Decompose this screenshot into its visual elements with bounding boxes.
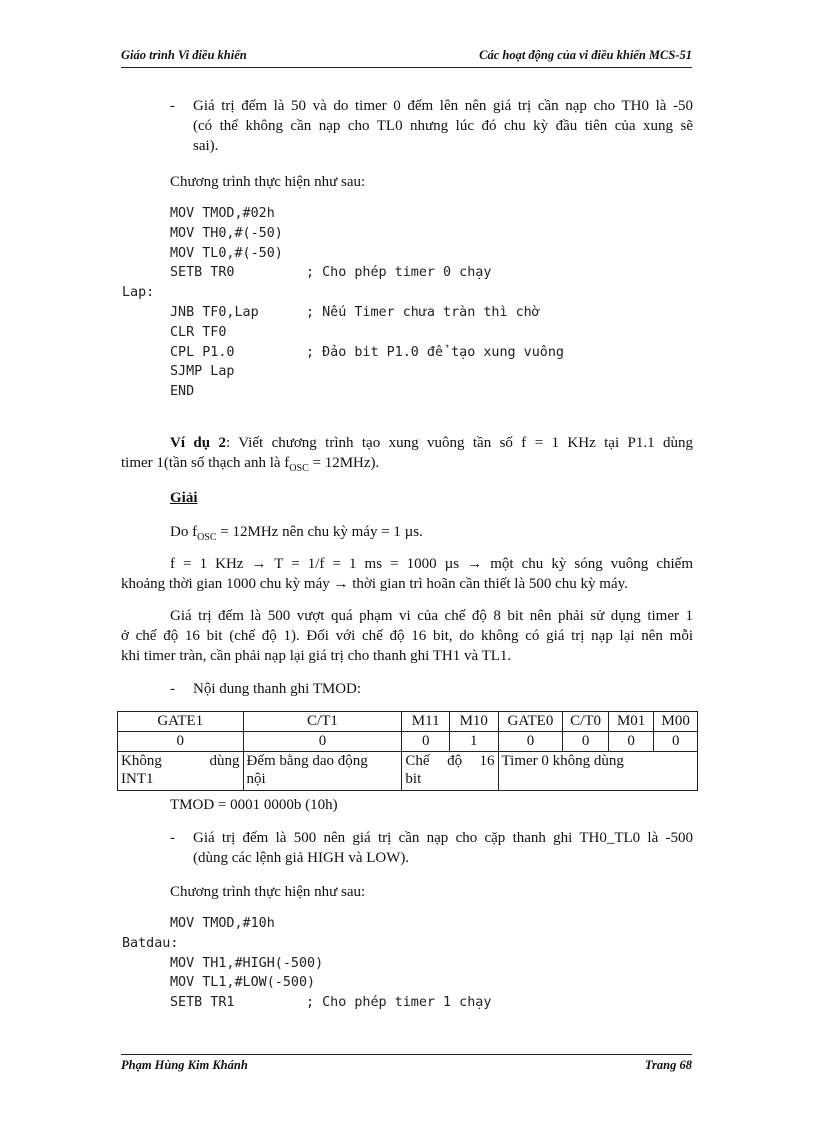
table-cell: 1 (449, 732, 498, 752)
code-label: Lap: (122, 285, 155, 301)
code-instruction: JNB TF0,Lap (170, 304, 259, 320)
bullet-dash: - (170, 681, 175, 697)
bullet3-line1: Giá trị đếm là 500 nên giá trị cần nạp cho cặp thanh ghi TH0_TL0 là -500 (193, 830, 693, 846)
code-comment: ; Đảo bit P1.0 để tạo xung vuông (306, 344, 564, 360)
ct1-desc: Đếm bằng dao động nội (243, 752, 402, 791)
code-instruction: SETB TR1 (170, 995, 235, 1011)
table-header: M11 (402, 712, 450, 732)
code-instruction: CLR TF0 (170, 324, 227, 340)
code-instruction: MOV TH0,#(-50) (170, 225, 283, 241)
osc-paragraph (170, 522, 423, 548)
count-line2: ở chế độ 16 bit (chế độ 1). Đối với chế độ 16 bit, do không có giá trị nạp lại nên mỗi (121, 628, 693, 644)
tmod-value: TMOD = 0001 0000b (10h) (170, 797, 338, 813)
code-instruction: CPL P1.0 (170, 344, 235, 360)
code-comment: ; Cho phép timer 1 chạy (306, 995, 492, 1011)
table-cell: 0 (498, 732, 563, 752)
table-cell: 0 (608, 732, 654, 752)
solution-title: Giải (170, 490, 198, 506)
bullet1-line1: Giá trị đếm là 50 và do timer 0 đếm lên nên giá trị cần nạp cho TH0 là -50 (193, 98, 693, 114)
table-header: C/T1 (243, 712, 402, 732)
bullet3-text (193, 828, 693, 868)
table-cell: 0 (563, 732, 609, 752)
count-line3: khi timer tràn, cần phải nạp lại giá trị cho thanh ghi TH1 và TL1. (121, 648, 512, 664)
frequency-line2: khoảng thời gian 1000 chu kỳ máy → thời gian trì hoãn cần thiết là 500 chu kỳ máy. (121, 576, 628, 592)
osc-sub: OSC (197, 532, 217, 543)
code-comment: ; Cho phép timer 0 chạy (306, 265, 492, 281)
header-right: Các hoạt động của vi điều khiển MCS-51 (479, 48, 692, 62)
code-instruction: SETB TR0 (170, 265, 235, 281)
tmod-header-row (118, 712, 698, 732)
tmod-desc-row (118, 752, 698, 791)
osc-text-b: = 12MHz nên chu kỳ máy = 1 µs. (216, 524, 423, 540)
bullet3-line2: (dùng các lệnh giả HIGH và LOW). (193, 850, 410, 866)
bullet1-text (193, 96, 693, 156)
code-instruction: MOV TMOD,#02h (170, 206, 275, 221)
example2-osc-sub: OSC (289, 463, 309, 474)
example2-title: Ví dụ 2 (170, 435, 226, 451)
bullet-dash: - (170, 830, 175, 846)
timer0-desc: Timer 0 không dùng (498, 752, 697, 791)
footer-author: Phạm Hùng Kim Khánh (121, 1058, 248, 1072)
bullet1-line2: (có thể không cần nạp cho TL0 nhưng lúc đó chu kỳ đầu tiên của xung sẽ (193, 118, 693, 134)
footer-divider (121, 1054, 692, 1055)
table-header: GATE0 (498, 712, 563, 732)
code-instruction: END (170, 384, 195, 400)
program-intro-1: Chương trình thực hiện như sau: (170, 174, 366, 190)
tmod-value-row (118, 732, 698, 752)
code-comment: ; Nếu Timer chưa tràn thì chờ (306, 304, 540, 320)
table-header: M01 (608, 712, 654, 732)
example2-text-b: timer 1(tần số thạch anh là f (121, 455, 290, 471)
table-cell: 0 (243, 732, 402, 752)
footer-page-number: Trang 68 (644, 1058, 692, 1072)
code-instruction: MOV TL1,#LOW(-500) (170, 975, 316, 991)
bullet1-line3: sai). (193, 138, 219, 154)
header-left: Giáo trình Vi điều khiển (121, 48, 247, 62)
table-header: GATE1 (118, 712, 244, 732)
page-header (121, 44, 692, 66)
tmod-bullet-text: Nội dung thanh ghi TMOD: (193, 681, 362, 697)
mode-desc: Chế độ 16 bit (402, 752, 498, 791)
example2-text-a: : Viết chương trình tạo xung vuông tần số f = 1 KHz tại P1.1 dùng (225, 435, 693, 451)
code-instruction: MOV TMOD,#10h (170, 916, 275, 931)
bullet-dash: - (170, 98, 175, 114)
count-paragraph (121, 606, 693, 666)
code-instruction: SJMP Lap (170, 364, 235, 380)
table-cell: 0 (654, 732, 698, 752)
code-instruction: MOV TH1,#HIGH(-500) (170, 955, 324, 971)
program-intro-2: Chương trình thực hiện như sau: (170, 884, 366, 900)
table-cell: 0 (402, 732, 450, 752)
header-divider (121, 67, 692, 68)
gate1-desc: Không dùng INT1 (118, 752, 244, 791)
table-header: C/T0 (563, 712, 609, 732)
code-label: Batdau: (122, 935, 179, 951)
frequency-line1: f = 1 KHz → T = 1/f = 1 ms = 1000 µs → một chu kỳ sóng vuông chiếm (170, 556, 693, 572)
example2-paragraph (121, 433, 693, 479)
code-instruction: MOV TL0,#(-50) (170, 245, 283, 261)
count-line1: Giá trị đếm là 500 vượt quá phạm vi của chế độ 8 bit nên phải sử dụng timer 1 (170, 608, 693, 624)
table-cell: 0 (118, 732, 244, 752)
frequency-paragraph (121, 554, 693, 594)
table-header: M10 (449, 712, 498, 732)
table-header: M00 (654, 712, 698, 732)
example2-text-c: = 12MHz). (308, 455, 380, 471)
osc-text-a: Do f (170, 524, 198, 540)
tmod-table (117, 711, 698, 791)
